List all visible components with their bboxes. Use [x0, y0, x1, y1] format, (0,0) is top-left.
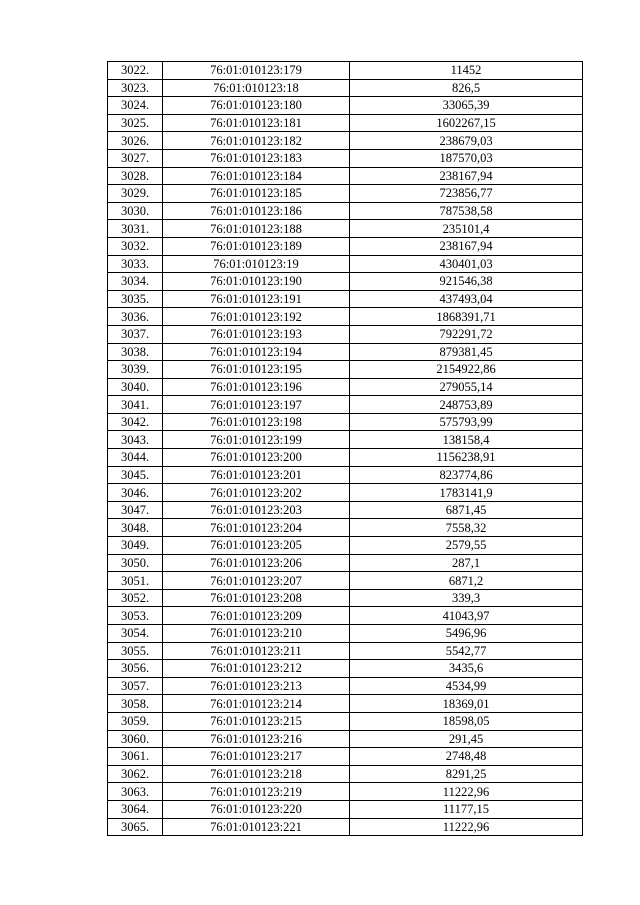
cadastral-value-cell: 879381,45 — [350, 343, 583, 361]
table-row — [108, 537, 583, 555]
cadastral-value-cell: 787538,58 — [350, 202, 583, 220]
cadastral-value-cell: 2579,55 — [350, 537, 583, 555]
table-row — [108, 308, 583, 326]
row-number-cell: 3046. — [108, 484, 163, 502]
table-row — [108, 343, 583, 361]
cadastral-number-cell: 76:01:010123:195 — [163, 361, 350, 379]
table-row — [108, 660, 583, 678]
table-row — [108, 607, 583, 625]
cadastral-value-cell: 6871,2 — [350, 572, 583, 590]
cadastral-number-cell: 76:01:010123:207 — [163, 572, 350, 590]
row-number-cell: 3033. — [108, 255, 163, 273]
cadastral-value-cell: 11222,96 — [350, 818, 583, 836]
row-number-cell: 3050. — [108, 554, 163, 572]
row-number-cell: 3035. — [108, 290, 163, 308]
cadastral-number-cell: 76:01:010123:217 — [163, 748, 350, 766]
cadastral-value-cell: 1868391,71 — [350, 308, 583, 326]
table-row — [108, 290, 583, 308]
cadastral-number-cell: 76:01:010123:221 — [163, 818, 350, 836]
cadastral-value-cell: 187570,03 — [350, 149, 583, 167]
cadastral-value-cell: 2748,48 — [350, 748, 583, 766]
cadastral-number-cell: 76:01:010123:199 — [163, 431, 350, 449]
cadastral-number-cell: 76:01:010123:189 — [163, 237, 350, 255]
table-row — [108, 449, 583, 467]
cadastral-number-cell: 76:01:010123:220 — [163, 800, 350, 818]
cadastral-number-cell: 76:01:010123:218 — [163, 765, 350, 783]
cadastral-value-cell: 138158,4 — [350, 431, 583, 449]
cadastral-number-cell: 76:01:010123:197 — [163, 396, 350, 414]
cadastral-value-cell: 826,5 — [350, 79, 583, 97]
cadastral-number-cell: 76:01:010123:180 — [163, 97, 350, 115]
cadastral-value-cell: 575793,99 — [350, 413, 583, 431]
row-number-cell: 3059. — [108, 712, 163, 730]
table-row — [108, 273, 583, 291]
row-number-cell: 3038. — [108, 343, 163, 361]
cadastral-number-cell: 76:01:010123:210 — [163, 625, 350, 643]
table-row — [108, 625, 583, 643]
cadastral-value-cell: 287,1 — [350, 554, 583, 572]
cadastral-number-cell: 76:01:010123:188 — [163, 220, 350, 238]
row-number-cell: 3039. — [108, 361, 163, 379]
cadastral-number-cell: 76:01:010123:219 — [163, 783, 350, 801]
cadastral-value-cell: 4534,99 — [350, 677, 583, 695]
row-number-cell: 3047. — [108, 501, 163, 519]
row-number-cell: 3045. — [108, 466, 163, 484]
row-number-cell: 3036. — [108, 308, 163, 326]
cadastral-value-cell: 8291,25 — [350, 765, 583, 783]
row-number-cell: 3032. — [108, 237, 163, 255]
cadastral-value-cell: 6871,45 — [350, 501, 583, 519]
table-row — [108, 501, 583, 519]
table-row — [108, 361, 583, 379]
cadastral-value-cell: 291,45 — [350, 730, 583, 748]
row-number-cell: 3056. — [108, 660, 163, 678]
cadastral-number-cell: 76:01:010123:211 — [163, 642, 350, 660]
row-number-cell: 3061. — [108, 748, 163, 766]
cadastral-number-cell: 76:01:010123:206 — [163, 554, 350, 572]
row-number-cell: 3055. — [108, 642, 163, 660]
cadastral-value-cell: 921546,38 — [350, 273, 583, 291]
table-row — [108, 818, 583, 836]
table-body — [108, 62, 583, 836]
table-row — [108, 167, 583, 185]
cadastral-number-cell: 76:01:010123:181 — [163, 114, 350, 132]
row-number-cell: 3040. — [108, 378, 163, 396]
row-number-cell: 3065. — [108, 818, 163, 836]
cadastral-value-cell: 248753,89 — [350, 396, 583, 414]
table-row — [108, 149, 583, 167]
cadastral-number-cell: 76:01:010123:183 — [163, 149, 350, 167]
row-number-cell: 3025. — [108, 114, 163, 132]
cadastral-value-cell: 238679,03 — [350, 132, 583, 150]
cadastral-number-cell: 76:01:010123:186 — [163, 202, 350, 220]
table-row — [108, 695, 583, 713]
cadastral-value-cell: 41043,97 — [350, 607, 583, 625]
row-number-cell: 3027. — [108, 149, 163, 167]
cadastral-value-cell: 7558,32 — [350, 519, 583, 537]
cadastral-number-cell: 76:01:010123:201 — [163, 466, 350, 484]
table-row — [108, 783, 583, 801]
row-number-cell: 3028. — [108, 167, 163, 185]
table-row — [108, 519, 583, 537]
cadastral-value-cell: 238167,94 — [350, 167, 583, 185]
cadastral-number-cell: 76:01:010123:19 — [163, 255, 350, 273]
cadastral-number-cell: 76:01:010123:185 — [163, 185, 350, 203]
table-row — [108, 114, 583, 132]
table-row — [108, 748, 583, 766]
cadastral-number-cell: 76:01:010123:184 — [163, 167, 350, 185]
cadastral-value-cell: 5496,96 — [350, 625, 583, 643]
cadastral-value-cell: 1602267,15 — [350, 114, 583, 132]
cadastral-number-cell: 76:01:010123:205 — [163, 537, 350, 555]
row-number-cell: 3064. — [108, 800, 163, 818]
cadastral-number-cell: 76:01:010123:193 — [163, 325, 350, 343]
row-number-cell: 3042. — [108, 413, 163, 431]
table-row — [108, 132, 583, 150]
cadastral-number-cell: 76:01:010123:202 — [163, 484, 350, 502]
cadastral-number-cell: 76:01:010123:191 — [163, 290, 350, 308]
table-row — [108, 730, 583, 748]
row-number-cell: 3037. — [108, 325, 163, 343]
table-row — [108, 62, 583, 80]
table-row — [108, 642, 583, 660]
table-row — [108, 255, 583, 273]
row-number-cell: 3031. — [108, 220, 163, 238]
cadastral-value-cell: 723856,77 — [350, 185, 583, 203]
cadastral-number-cell: 76:01:010123:194 — [163, 343, 350, 361]
cadastral-value-cell: 238167,94 — [350, 237, 583, 255]
cadastral-value-cell: 1156238,91 — [350, 449, 583, 467]
cadastral-value-cell: 1783141,9 — [350, 484, 583, 502]
cadastral-value-cell: 2154922,86 — [350, 361, 583, 379]
row-number-cell: 3029. — [108, 185, 163, 203]
row-number-cell: 3058. — [108, 695, 163, 713]
table-row — [108, 325, 583, 343]
cadastral-value-cell: 823774,86 — [350, 466, 583, 484]
cadastral-value-cell: 279055,14 — [350, 378, 583, 396]
table-row — [108, 220, 583, 238]
cadastral-value-cell: 339,3 — [350, 589, 583, 607]
cadastral-number-cell: 76:01:010123:190 — [163, 273, 350, 291]
table-row — [108, 97, 583, 115]
table-row — [108, 431, 583, 449]
cadastral-number-cell: 76:01:010123:216 — [163, 730, 350, 748]
row-number-cell: 3041. — [108, 396, 163, 414]
table-row — [108, 554, 583, 572]
cadastral-number-cell: 76:01:010123:204 — [163, 519, 350, 537]
table-row — [108, 572, 583, 590]
cadastral-number-cell: 76:01:010123:196 — [163, 378, 350, 396]
cadastral-value-cell: 11177,15 — [350, 800, 583, 818]
cadastral-value-cell: 11452 — [350, 62, 583, 80]
table-row — [108, 378, 583, 396]
row-number-cell: 3054. — [108, 625, 163, 643]
table-row — [108, 484, 583, 502]
cadastral-value-cell: 430401,03 — [350, 255, 583, 273]
cadastral-number-cell: 76:01:010123:212 — [163, 660, 350, 678]
row-number-cell: 3062. — [108, 765, 163, 783]
table-row — [108, 677, 583, 695]
cadastral-value-cell: 437493,04 — [350, 290, 583, 308]
row-number-cell: 3024. — [108, 97, 163, 115]
cadastral-value-cell: 18369,01 — [350, 695, 583, 713]
table-row — [108, 712, 583, 730]
row-number-cell: 3048. — [108, 519, 163, 537]
row-number-cell: 3052. — [108, 589, 163, 607]
table-row — [108, 765, 583, 783]
cadastral-number-cell: 76:01:010123:203 — [163, 501, 350, 519]
row-number-cell: 3043. — [108, 431, 163, 449]
table-row — [108, 185, 583, 203]
row-number-cell: 3030. — [108, 202, 163, 220]
cadastral-number-cell: 76:01:010123:179 — [163, 62, 350, 80]
cadastral-number-cell: 76:01:010123:213 — [163, 677, 350, 695]
row-number-cell: 3060. — [108, 730, 163, 748]
row-number-cell: 3053. — [108, 607, 163, 625]
table-row — [108, 396, 583, 414]
cadastral-number-cell: 76:01:010123:198 — [163, 413, 350, 431]
cadastral-number-cell: 76:01:010123:182 — [163, 132, 350, 150]
cadastral-value-cell: 3435,6 — [350, 660, 583, 678]
cadastral-value-table — [107, 61, 583, 836]
cadastral-value-cell: 235101,4 — [350, 220, 583, 238]
table-row — [108, 800, 583, 818]
table-row — [108, 237, 583, 255]
cadastral-value-cell: 33065,39 — [350, 97, 583, 115]
cadastral-number-cell: 76:01:010123:200 — [163, 449, 350, 467]
row-number-cell: 3023. — [108, 79, 163, 97]
table-row — [108, 466, 583, 484]
cadastral-number-cell: 76:01:010123:18 — [163, 79, 350, 97]
cadastral-value-cell: 18598,05 — [350, 712, 583, 730]
cadastral-number-cell: 76:01:010123:214 — [163, 695, 350, 713]
cadastral-value-cell: 792291,72 — [350, 325, 583, 343]
row-number-cell: 3051. — [108, 572, 163, 590]
row-number-cell: 3034. — [108, 273, 163, 291]
cadastral-number-cell: 76:01:010123:215 — [163, 712, 350, 730]
table-row — [108, 79, 583, 97]
row-number-cell: 3063. — [108, 783, 163, 801]
cadastral-number-cell: 76:01:010123:192 — [163, 308, 350, 326]
cadastral-value-cell: 11222,96 — [350, 783, 583, 801]
table-row — [108, 202, 583, 220]
row-number-cell: 3022. — [108, 62, 163, 80]
table-row — [108, 589, 583, 607]
row-number-cell: 3026. — [108, 132, 163, 150]
cadastral-value-cell: 5542,77 — [350, 642, 583, 660]
table-row — [108, 413, 583, 431]
cadastral-number-cell: 76:01:010123:209 — [163, 607, 350, 625]
row-number-cell: 3049. — [108, 537, 163, 555]
cadastral-number-cell: 76:01:010123:208 — [163, 589, 350, 607]
row-number-cell: 3057. — [108, 677, 163, 695]
row-number-cell: 3044. — [108, 449, 163, 467]
